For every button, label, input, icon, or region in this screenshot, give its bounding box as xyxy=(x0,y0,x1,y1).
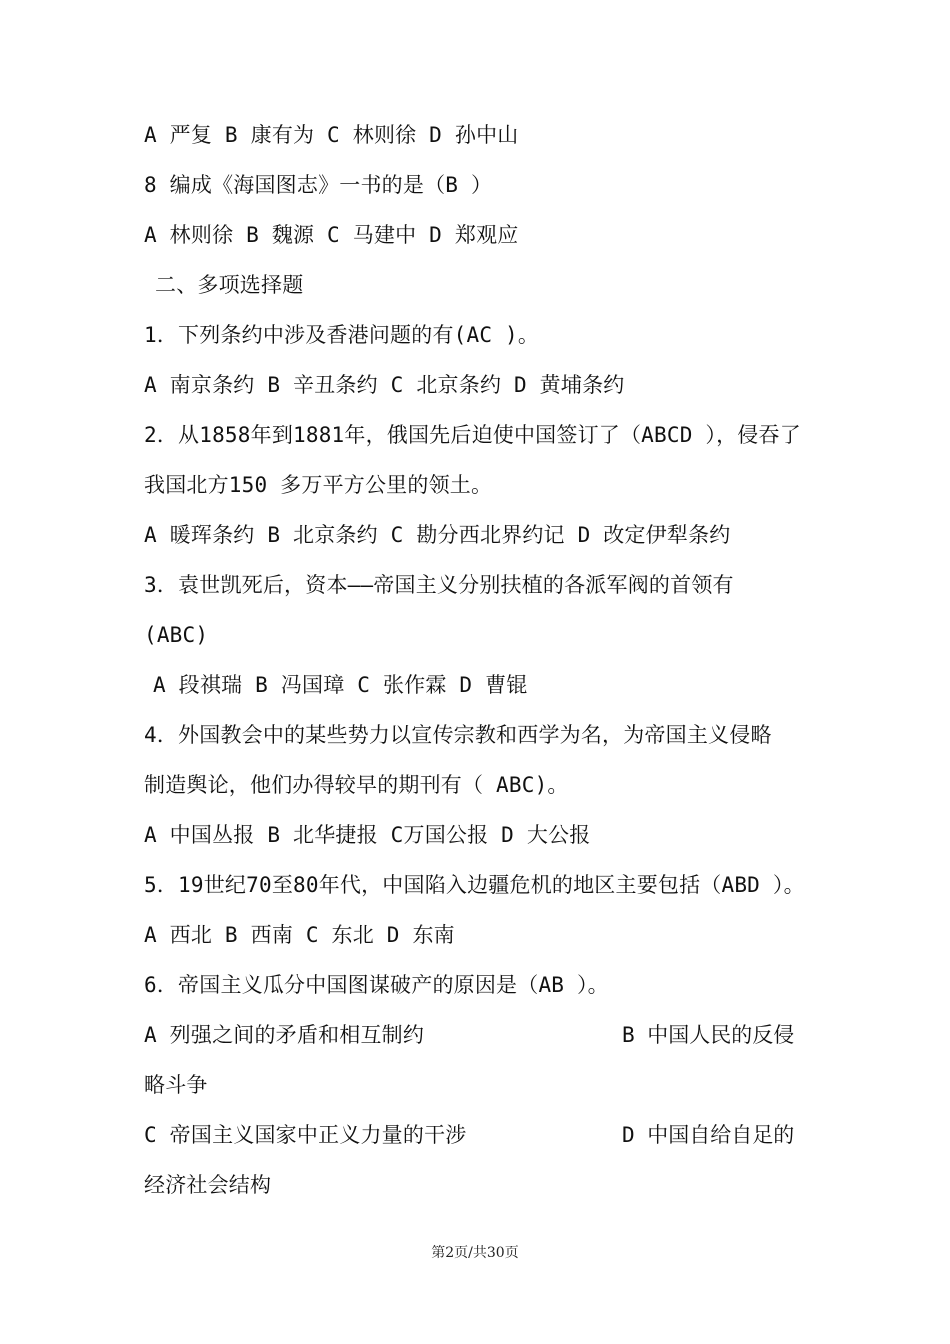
text-line: A 南京条约 B 辛丑条约 C 北京条约 D 黄埔条约 xyxy=(144,373,625,397)
question-5: 5．19世纪70至80年代，中国陷入边疆危机的地区主要包括（ABD ）。 xyxy=(144,873,805,897)
text-line: A 西北 B 西南 C 东北 D 东南 xyxy=(144,923,455,947)
text-line: (ABC) xyxy=(144,623,209,647)
option-b-continuation: 略斗争 xyxy=(144,1073,208,1097)
question-4: 4．外国教会中的某些势力以宣传宗教和西学为名，为帝国主义侵略 xyxy=(144,723,772,747)
text-line: 我国北方150 多万平方公里的领土。 xyxy=(144,473,493,497)
question-2: 2．从1858年到1881年，俄国先后迫使中国签订了（ABCD ），侵吞了 xyxy=(144,423,801,447)
question-6: 6．帝国主义瓜分中国图谋破产的原因是（AB ）。 xyxy=(144,973,609,997)
text-line: A 暖珲条约 B 北京条约 C 勘分西北界约记 D 改定伊犁条约 xyxy=(144,523,731,547)
option-c: C 帝国主义国家中正义力量的干涉 xyxy=(144,1123,467,1147)
text-line: A 段祺瑞 B 冯国璋 C 张作霖 D 曹锟 xyxy=(153,673,528,697)
option-d: D 中国自给自足的 xyxy=(622,1123,795,1147)
section-heading: 二、多项选择题 xyxy=(155,273,304,297)
text-line: 制造舆论，他们办得较早的期刊有（ ABC)。 xyxy=(144,773,569,797)
text-line: A 严复 B 康有为 C 林则徐 D 孙中山 xyxy=(144,123,519,147)
option-d-continuation: 经济社会结构 xyxy=(144,1173,272,1197)
question-8: 8 编成《海国图志》一书的是（B ） xyxy=(144,173,493,197)
text-line: A 林则徐 B 魏源 C 马建中 D 郑观应 xyxy=(144,223,519,247)
question-1: 1．下列条约中涉及香港问题的有(AC )。 xyxy=(144,323,540,347)
question-3: 3．袁世凯死后，资本——帝国主义分别扶植的各派军阀的首领有 xyxy=(144,573,734,597)
page-number: 第2页/共30页 xyxy=(431,1245,519,1261)
option-a: A 列强之间的矛盾和相互制约 xyxy=(144,1023,425,1047)
option-b: B 中国人民的反侵 xyxy=(622,1023,795,1047)
text-line: A 中国丛报 B 北华捷报 C万国公报 D 大公报 xyxy=(144,823,591,847)
